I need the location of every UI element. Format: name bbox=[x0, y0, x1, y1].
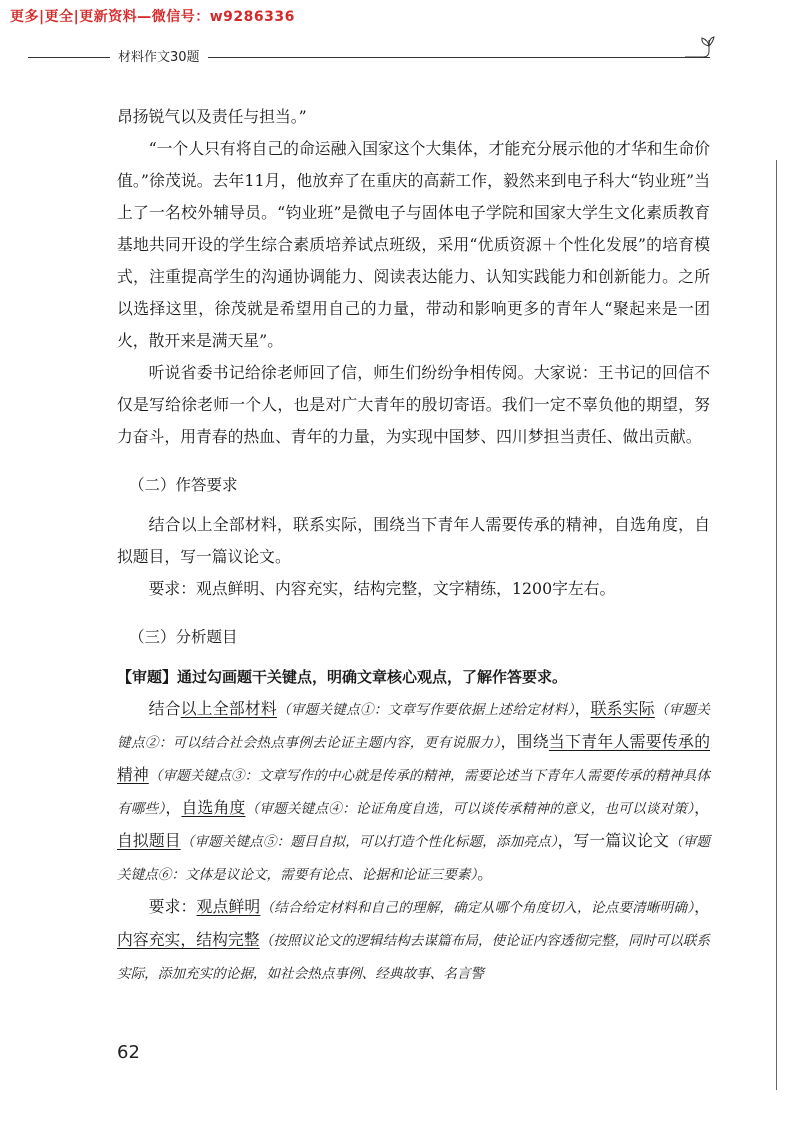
annotation-note: （审题关键点②：可以结合社会热点事例去论证主题内容，更有说服力） bbox=[117, 702, 710, 751]
review-tip bbox=[117, 661, 710, 693]
annotation-note: （结合给定材料和自己的理解，确定从哪个角度切入，论点要清晰明确） bbox=[260, 900, 695, 916]
keyword-underlined: 自拟题目 bbox=[117, 831, 181, 850]
annotation-note: （审题关键点⑥：文体是议论文，需要有论点、论据和论证三要素） bbox=[117, 834, 710, 883]
analysis-text: 。 bbox=[477, 864, 494, 883]
keyword-underlined: 联系实际 bbox=[590, 699, 655, 718]
requirement-analysis-paragraph bbox=[117, 891, 710, 990]
analysis-text: ， bbox=[165, 798, 182, 817]
analysis-text: 要求： bbox=[148, 897, 197, 916]
keyword-underlined: 内容充实，结构完整 bbox=[117, 930, 260, 949]
paragraph-xumao: “一个人只有将自己的命运融入国家这个大集体，才能充分展示他的才华和生命价值。”徐茂说。去年11月，他放弃了在重庆的高薪工作，毅然来到电子科大“钧业班”当上了一名校外辅导员。“钧业班”是微电子与固体电子学院和国家大学生文化素质教育基地共同开设的学生综合素质培养试点班级，采用“优质资源＋个性化发展”的培育模式，注重提高学生的沟通协调能力、阅读表达能力、认知实践能力和创新能力。之所以选择这里，徐茂就是希望用自己的力量，带动和影响更多的青年人“聚起来是一团火，散开来是满天星”。 bbox=[117, 139, 710, 350]
annotation-note: （审题关键点⑤：题目自拟，可以打造个性化标题，添加亮点） bbox=[180, 834, 558, 850]
watermark-text: 更多|更全|更新资料—微信号：w9286336 bbox=[10, 9, 295, 25]
paragraph-letter: 听说省委书记给徐老师回了信，师生们纷纷争相传阅。大家说：王书记的回信不仅是写给徐老师一个人，也是对广大青年的殷切寄语。我们一定不辜负他的期望，努力奋斗，用青春的热血、青年的力量，为实现中国梦、四川梦担当责任、做出贡献。 bbox=[117, 363, 710, 446]
page-content bbox=[117, 101, 710, 990]
analysis-text: ， bbox=[694, 798, 710, 817]
keyword-underlined: 以上全部材料 bbox=[180, 699, 277, 718]
book-title: 材料作文30题 bbox=[110, 46, 208, 65]
keyword-underlined: 自选角度 bbox=[181, 798, 246, 817]
annotation-note: （审题关键点④：论证角度自选，可以谈传承精神的意义，也可以谈对策） bbox=[245, 801, 695, 817]
margin-rule bbox=[776, 160, 777, 1090]
analysis-text: ， bbox=[574, 699, 591, 718]
analysis-text: ，围绕 bbox=[500, 732, 549, 751]
analysis-text: 结合 bbox=[148, 699, 181, 718]
annotation-note: （审题关键点③：文章写作的中心就是传承的精神，需要论述当下青年人需要传承的精神具体有哪些） bbox=[117, 768, 710, 817]
annotation-note: （审题关键点①：文章写作要依据上述给定材料） bbox=[276, 702, 575, 718]
section-heading-requirements: （二）作答要求 bbox=[129, 476, 238, 494]
review-tip-text: 通过勾画题干关键点，明确文章核心观点，了解作答要求。 bbox=[177, 668, 568, 686]
annotation-note: （按照议论文的逻辑结构去谋篇布局，使论证内容透彻完整，同时可以联系实际，添加充实的论据，如社会热点事例、经典故事、名言警 bbox=[117, 933, 710, 982]
analysis-text: ，写一篇议论文 bbox=[557, 831, 669, 850]
leaf-ornament-icon bbox=[683, 36, 715, 60]
review-tip-label: 【审题】 bbox=[117, 668, 178, 686]
task-requirement: 要求：观点鲜明、内容充实，结构完整，文字精练，1200字左右。 bbox=[148, 579, 616, 598]
section-heading-analysis: （三）分析题目 bbox=[129, 628, 238, 646]
page-number: 62 bbox=[117, 1042, 140, 1063]
task-statement: 结合以上全部材料，联系实际，围绕当下青年人需要传承的精神，自选角度，自拟题目，写一篇议论文。 bbox=[117, 515, 710, 566]
keyword-underlined: 当下青年人需要传承的精神 bbox=[117, 732, 710, 784]
paragraph-continuation: 昂扬锐气以及责任与担当。” bbox=[117, 107, 307, 126]
keyword-underlined: 观点鲜明 bbox=[196, 897, 261, 916]
analysis-text: ， bbox=[694, 897, 710, 916]
analysis-paragraph bbox=[117, 693, 710, 891]
